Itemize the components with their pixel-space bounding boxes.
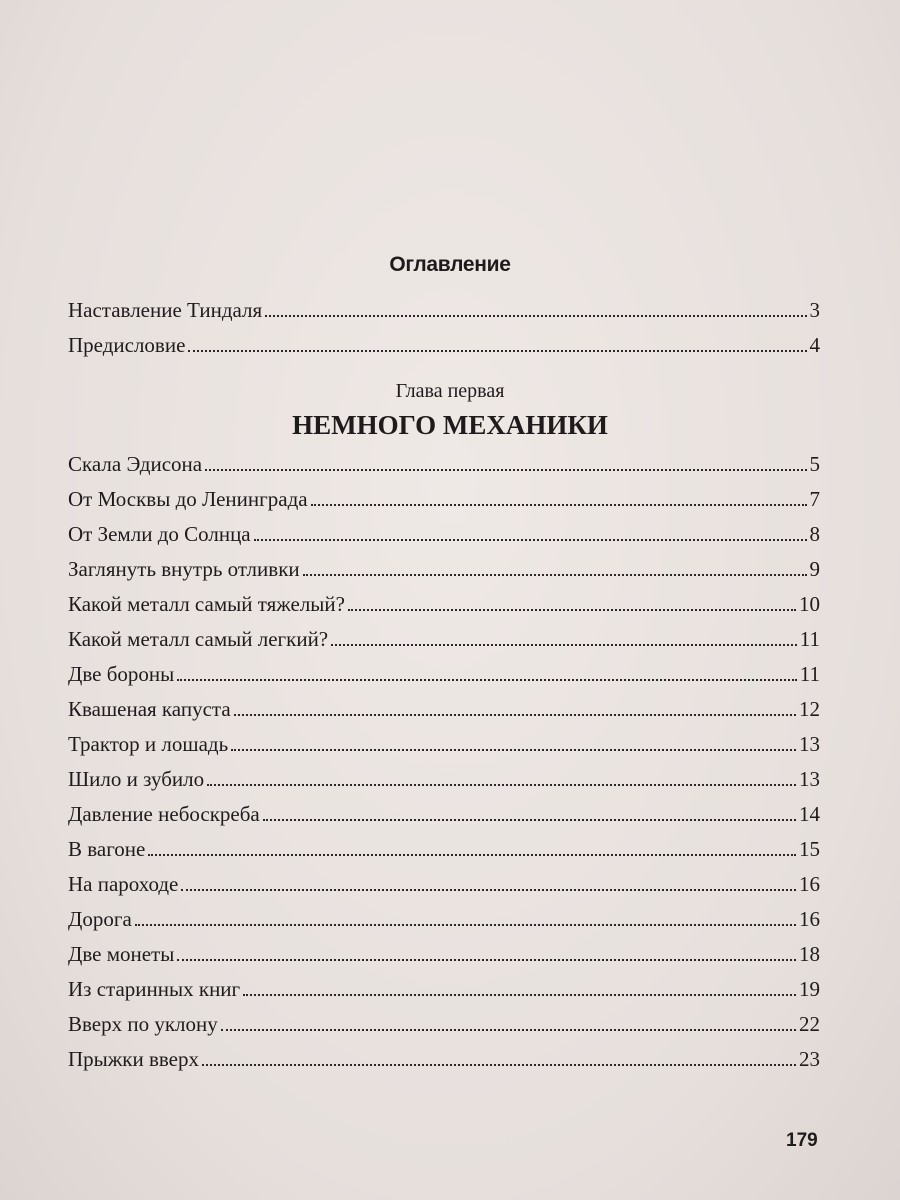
toc-entry[interactable]: [68, 327, 820, 357]
entry-label: Какой металл самый тяжелый?: [68, 592, 345, 616]
entry-label: Прыжки вверх: [68, 1047, 200, 1071]
dot-leader: [348, 609, 796, 611]
toc-entry[interactable]: [68, 586, 820, 616]
entry-label: Давление небоскреба: [68, 802, 260, 826]
entry-label: Скала Эдисона: [68, 452, 203, 476]
dot-leader: [234, 714, 796, 716]
toc-entry[interactable]: [68, 796, 820, 826]
entry-label: Две бороны: [68, 662, 175, 686]
entry-label: Дорога: [68, 907, 132, 931]
dot-leader: [221, 1029, 796, 1031]
dot-leader: [181, 889, 796, 891]
chapter-title: НЕМНОГО МЕХАНИКИ: [292, 410, 608, 440]
entry-page: 15: [799, 837, 820, 861]
entry-page: 22: [799, 1012, 820, 1036]
entry-page: 3: [809, 298, 820, 322]
entry-page: 4: [809, 333, 820, 357]
entry-page: 10: [799, 592, 820, 616]
entry-label: Квашеная капуста: [68, 697, 231, 721]
dot-leader: [177, 959, 796, 961]
entry-page: 9: [809, 557, 820, 581]
toc-entry[interactable]: [68, 866, 820, 896]
entry-page: 13: [799, 767, 820, 791]
entry-label: От Москвы до Ленинграда: [68, 487, 308, 511]
toc-entry[interactable]: [68, 481, 820, 511]
toc-entry[interactable]: [68, 901, 820, 931]
toc-entry[interactable]: [68, 292, 820, 322]
entry-label: В вагоне: [68, 837, 146, 861]
entry-label: Из старинных книг: [68, 977, 241, 1001]
dot-leader: [303, 574, 807, 576]
entry-page: 16: [799, 907, 820, 931]
toc-entry[interactable]: [68, 726, 820, 756]
toc-entry[interactable]: [68, 761, 820, 791]
toc-entry[interactable]: [68, 691, 820, 721]
dot-leader: [205, 469, 806, 471]
entry-label: От Земли до Солнца: [68, 522, 251, 546]
entry-page: 13: [799, 732, 820, 756]
entry-label: Заглянуть внутрь отливки: [68, 557, 300, 581]
dot-leader: [243, 994, 796, 996]
dot-leader: [148, 854, 796, 856]
entry-page: 23: [799, 1047, 820, 1071]
entry-page: 14: [799, 802, 820, 826]
toc-entry[interactable]: [68, 971, 820, 1001]
entry-page: 16: [799, 872, 820, 896]
dot-leader: [265, 315, 806, 317]
dot-leader: [207, 784, 796, 786]
entry-page: 19: [799, 977, 820, 1001]
toc-entry[interactable]: [68, 516, 820, 546]
toc-entry[interactable]: [68, 936, 820, 966]
entry-label: Предисловие: [68, 333, 186, 357]
toc-entry[interactable]: [68, 621, 820, 651]
toc-entry[interactable]: [68, 446, 820, 476]
dot-leader: [188, 350, 806, 352]
chapter-label: Глава первая: [395, 380, 505, 402]
entry-label: Две монеты: [68, 942, 175, 966]
dot-leader: [231, 749, 796, 751]
toc-title: Оглавление: [389, 253, 511, 276]
entry-label: Вверх по уклону: [68, 1012, 218, 1036]
entry-page: 11: [799, 662, 820, 686]
toc-entry[interactable]: [68, 656, 820, 686]
entry-label: Какой металл самый легкий?: [68, 627, 329, 651]
entry-page: 5: [809, 452, 820, 476]
dot-leader: [177, 679, 797, 681]
dot-leader: [202, 1064, 796, 1066]
entry-label: На пароходе: [68, 872, 179, 896]
toc-entry[interactable]: [68, 551, 820, 581]
dot-leader: [311, 504, 807, 506]
entry-label: Наставление Тиндаля: [68, 298, 263, 322]
dot-leader: [263, 819, 796, 821]
toc-entry[interactable]: [68, 1041, 820, 1071]
entry-label: Шило и зубило: [68, 767, 205, 791]
entry-label: Трактор и лошадь: [68, 732, 229, 756]
dot-leader: [135, 924, 796, 926]
dot-leader: [254, 539, 807, 541]
entry-page: 8: [809, 522, 820, 546]
toc-entry[interactable]: [68, 831, 820, 861]
entry-page: 11: [799, 627, 820, 651]
entry-page: 7: [809, 487, 820, 511]
entry-page: 12: [799, 697, 820, 721]
entry-page: 18: [799, 942, 820, 966]
dot-leader: [331, 644, 797, 646]
toc-entry[interactable]: [68, 1006, 820, 1036]
page-number: 179: [786, 1130, 818, 1151]
